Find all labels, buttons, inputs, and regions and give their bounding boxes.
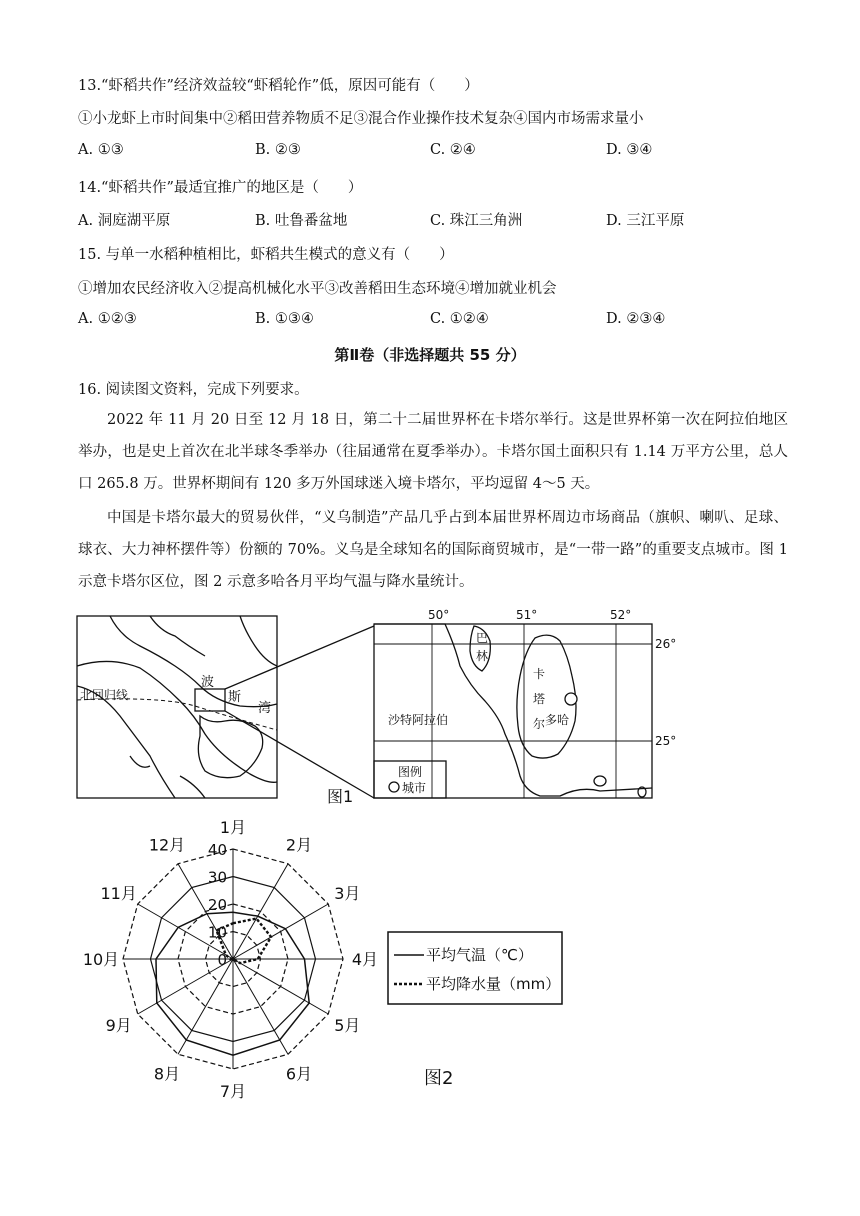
radar-month-label-10: 10月 (82, 950, 120, 969)
section-title: 第Ⅱ卷（非选择题共 55 分） (334, 346, 526, 364)
radar-spoke-2 (233, 864, 288, 959)
doha-label: 多哈 (545, 713, 570, 727)
saudi-label: 沙特阿拉伯 (388, 713, 449, 727)
radar-month-label-7: 7月 (219, 1082, 247, 1101)
radar-tick-label-30: 30 (207, 868, 227, 887)
radar-month-label-9: 9月 (105, 1016, 132, 1035)
radar-month-label-5: 5月 (334, 1016, 361, 1035)
q16-paragraph-2: 中国是卡塔尔最大的贸易伙伴，“义乌制造”产品几乎占到本届世界杯周边市场商品（旗帜、喇叭、足球、球衣、大力神杯摆件等）份额的 70%。义乌是全球知名的国际商贸城市，是“一带一路”的重要支点城市。图 1 示意卡塔尔区位，图 2 示意多哈各月平均气温与降水量统计。 (78, 510, 788, 590)
fig2-legend-box (388, 932, 562, 1004)
radar-month-label-4: 4月 (351, 950, 379, 969)
q14-option-d[interactable]: D. 三江平原 (606, 213, 685, 229)
radar-tick-label-20: 20 (207, 896, 227, 914)
legend-temp-label: 平均气温（℃） (426, 946, 533, 964)
q15-stem: 15. 与单一水稻种植相比，虾稻共生模式的意义有（ ） (78, 247, 454, 263)
lon-label-52: 52° (610, 608, 632, 622)
figure-1-map (0, 606, 860, 806)
tropic-label: 北回归线 (80, 688, 129, 702)
doha-city-symbol (565, 693, 577, 705)
qatar-char-3: 尔 (533, 717, 546, 731)
q16-paragraph-1: 2022 年 11 月 20 日至 12 月 18 日，第二十二届世界杯在卡塔尔举行。这是世界杯第一次在阿拉伯地区举办，也是史上首次在北半球冬季举办（往届通常在夏季举办）。卡塔尔国土面积只有 1.14 万平方公里，总人口 265.8 万。世界杯期间有 120 多万外国球迷入境卡塔尔，平均逗留 4～5 天。 (78, 412, 788, 492)
radar-tick-label-0: 0 (217, 951, 227, 969)
q15-option-a[interactable]: A. ①②③ (78, 311, 137, 327)
q15-option-b[interactable]: B. ①③④ (255, 311, 314, 327)
radar-month-label-3: 3月 (334, 884, 361, 903)
q13-option-d[interactable]: D. ③④ (606, 142, 653, 158)
legend-city-symbol (389, 782, 399, 792)
lon-label-50: 50° (428, 608, 450, 622)
q15-items: ①增加农民经济收入②提高机械化水平③改善稻田生态环境④增加就业机会 (78, 281, 557, 297)
qatar-char-2: 塔 (533, 692, 546, 706)
radar-month-label-1: 1月 (219, 818, 247, 837)
q14-option-a[interactable]: A. 洞庭湖平原 (78, 213, 171, 229)
lon-label-51: 51° (516, 608, 538, 622)
radar-tick-label-10: 10 (207, 923, 227, 942)
q13-option-c[interactable]: C. ②④ (430, 142, 476, 158)
q13-option-b[interactable]: B. ②③ (255, 142, 301, 158)
lat-label-26: 26° (655, 637, 677, 651)
q16-stem: 16. 阅读图文资料，完成下列要求。 (78, 382, 309, 398)
legend-precip-label: 平均降水量（mm） (426, 975, 561, 993)
legend-city-label: 城市 (402, 781, 427, 795)
lat-label-25: 25° (655, 734, 677, 748)
figure-1-caption: 图1 (327, 787, 354, 806)
legend-title: 图例 (398, 765, 423, 779)
q13-stem: 13.“虾稻共作”经济效益较“虾稻轮作”低，原因可能有（ ） (78, 78, 479, 94)
q13-items: ①小龙虾上市时间集中②稻田营养物质不足③混合作业操作技术复杂④国内市场需求量小 (78, 111, 644, 127)
q14-option-c[interactable]: C. 珠江三角洲 (430, 213, 523, 229)
radar-tick-label-40: 40 (207, 841, 227, 859)
q13-option-a[interactable]: A. ①③ (78, 142, 124, 158)
radar-month-label-2: 2月 (285, 835, 313, 855)
radar-month-label-6: 6月 (285, 1064, 313, 1084)
q14-stem: 14.“虾稻共作”最适宜推广的地区是（ ） (78, 180, 363, 196)
figure-2-caption: 图2 (424, 1068, 454, 1089)
radar-month-label-11: 11月 (100, 884, 137, 903)
q15-option-d[interactable]: D. ②③④ (606, 311, 666, 327)
q15-option-c[interactable]: C. ①②④ (430, 311, 489, 327)
q14-option-b[interactable]: B. 吐鲁番盆地 (255, 213, 348, 229)
radar-spoke-3 (233, 904, 328, 959)
bahrain-char-2: 林 (476, 649, 489, 663)
radar-month-label-8: 8月 (153, 1064, 181, 1084)
radar-month-label-12: 12月 (148, 835, 186, 855)
tropic-of-cancer-line (77, 699, 277, 730)
gulf-char-1: 波 (201, 675, 215, 690)
qatar-char-1: 卡 (533, 667, 546, 681)
gulf-char-3: 湾 (258, 701, 272, 716)
figure-2-radar-chart (0, 812, 600, 1102)
gulf-char-2: 斯 (228, 690, 242, 705)
bahrain-char-1: 巴 (476, 631, 489, 645)
radar-spoke-5 (233, 959, 328, 1014)
